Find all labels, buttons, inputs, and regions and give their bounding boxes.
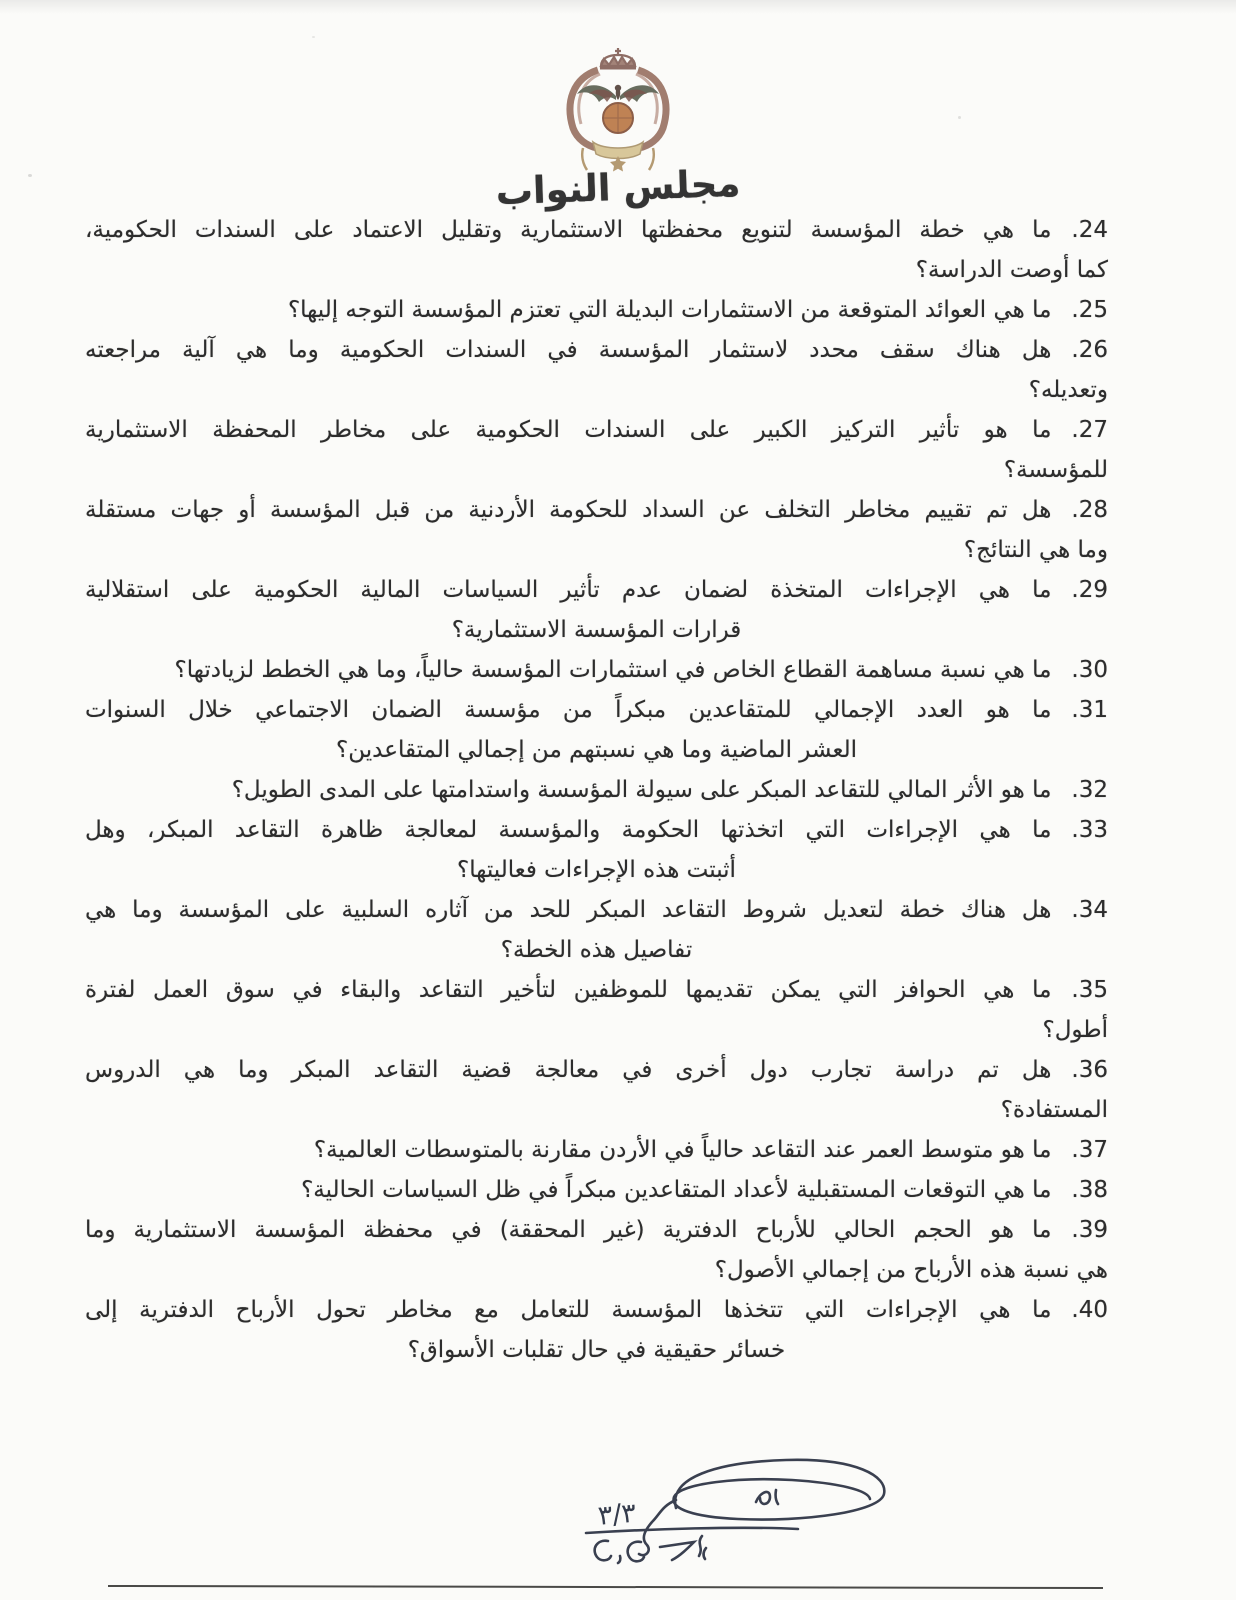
question-24-line-2 [85,250,1108,290]
question-34-line-1 [85,890,1108,930]
question-33-line-1 [85,810,1108,850]
question-text: ما هي الإجراءات المتخذة لضمان عدم تأثير السياسات المالية الحكومية على استقلالية [85,577,1052,603]
question-36-line-2 [85,1090,1108,1130]
question-35-line-2 [85,1010,1108,1050]
question-text: ما هي التوقعات المستقبلية لأعداد المتقاعدين مبكراً في ظل السياسات الحالية؟ [301,1177,1052,1203]
signature-block [520,1430,940,1580]
question-number: 37. [1071,1137,1108,1163]
question-text: وتعديله؟ [1028,377,1108,403]
question-number: 36. [1071,1057,1108,1083]
question-31-line-2 [85,730,1108,770]
question-number: 35. [1071,977,1108,1003]
question-29-line-2 [85,610,1108,650]
question-text: وما هي النتائج؟ [963,537,1108,563]
question-text: ما هي نسبة مساهمة القطاع الخاص في استثمارات المؤسسة حالياً، وما هي الخطط لزيادتها؟ [174,657,1052,683]
question-text: ما هي الإجراءات التي اتخذتها الحكومة والمؤسسة لمعالجة ظاهرة التقاعد المبكر، وهل [85,817,1052,843]
question-36-line-1 [85,1050,1108,1090]
question-34-line-2 [85,930,1108,970]
question-24-line-1 [85,210,1108,250]
jordan-coat-of-arms-icon [543,44,693,176]
scan-speck [958,116,961,119]
question-number: 34. [1071,897,1108,923]
question-text: أطول؟ [1042,1017,1108,1043]
question-39-line-1 [85,1210,1108,1250]
question-text: ما هو الأثر المالي للتقاعد المبكر على سيولة المؤسسة واستدامتها على المدى الطويل؟ [231,777,1052,803]
question-text: ما هو متوسط العمر عند التقاعد حالياً في الأردن مقارنة بالمتوسطات العالمية؟ [313,1137,1052,1163]
question-33-line-2 [85,850,1108,890]
scan-speck [28,174,32,177]
question-number: 26. [1071,337,1108,363]
question-number: 25. [1071,297,1108,323]
question-29-line-1 [85,570,1108,610]
question-30-line-1 [85,650,1108,690]
question-28-line-1 [85,490,1108,530]
question-text: ما هو الحجم الحالي للأرباح الدفترية (غير المحققة) في محفظة المؤسسة الاستثمارية وما [85,1217,1052,1243]
question-text: ما هي الحوافز التي يمكن تقديمها للموظفين لتأخير التقاعد والبقاء في سوق العمل لفترة [85,977,1052,1003]
question-text: قرارات المؤسسة الاستثمارية؟ [451,617,742,643]
question-text: تفاصيل هذه الخطة؟ [500,937,693,963]
question-text: هل تم دراسة تجارب دول أخرى في معالجة قضية التقاعد المبكر وما هي الدروس [85,1057,1052,1083]
question-text: العشر الماضية وما هي نسبتهم من إجمالي المتقاعدين؟ [336,737,857,763]
question-32-line-1 [85,770,1108,810]
questions-list [85,210,1108,1370]
question-number: 39. [1071,1217,1108,1243]
question-40-line-2 [85,1330,1108,1370]
question-number: 32. [1071,777,1108,803]
question-text: هي نسبة هذه الأرباح من إجمالي الأصول؟ [714,1257,1108,1283]
question-text: ما هو تأثير التركيز الكبير على السندات الحكومية على مخاطر المحفظة الاستثمارية [85,417,1052,443]
question-27-line-2 [85,450,1108,490]
question-text: كما أوصت الدراسة؟ [915,257,1108,283]
page-number: ٣/٣ [596,1497,638,1532]
footer-rule [108,1585,1103,1589]
question-26-line-2 [85,370,1108,410]
question-25-line-1 [85,290,1108,330]
question-number: 30. [1071,657,1108,683]
question-text: ما هي خطة المؤسسة لتنويع محفظتها الاستثمارية وتقليل الاعتماد على السندات الحكومية، [85,217,1052,243]
question-40-line-1 [85,1290,1108,1330]
question-text: هل تم تقييم مخاطر التخلف عن السداد للحكومة الأردنية من قبل المؤسسة أو جهات مستقلة [85,497,1052,523]
question-number: 28. [1071,497,1108,523]
question-number: 31. [1071,697,1108,723]
question-number: 24. [1071,217,1108,243]
question-text: ما هي الإجراءات التي تتخذها المؤسسة للتعامل مع مخاطر تحول الأرباح الدفترية إلى [85,1297,1052,1323]
question-38-line-1 [85,1170,1108,1210]
question-text: خسائر حقيقية في حال تقلبات الأسواق؟ [407,1337,786,1363]
question-number: 27. [1071,417,1108,443]
question-text: هل هناك سقف محدد لاستثمار المؤسسة في السندات الحكومية وما هي آلية مراجعته [85,337,1052,363]
question-text: أثبتت هذه الإجراءات فعاليتها؟ [457,857,736,883]
question-28-line-2 [85,530,1108,570]
question-text: ما هو العدد الإجمالي للمتقاعدين مبكراً من مؤسسة الضمان الاجتماعي خلال السنوات [85,697,1052,723]
question-35-line-1 [85,970,1108,1010]
question-37-line-1 [85,1130,1108,1170]
question-number: 38. [1071,1177,1108,1203]
question-39-line-2 [85,1250,1108,1290]
question-text: للمؤسسة؟ [1003,457,1108,483]
handwritten-note-icon [595,1536,706,1563]
scan-speck [312,36,315,38]
question-number: 29. [1071,577,1108,603]
question-text: هل هناك خطة لتعديل شروط التقاعد المبكر للحد من آثاره السلبية على المؤسسة وما هي [85,897,1052,923]
question-number: 40. [1071,1297,1108,1323]
question-31-line-1 [85,690,1108,730]
page-title: مجلس النواب [495,161,741,214]
question-text: المستفادة؟ [1000,1097,1108,1123]
question-text: ما هي العوائد المتوقعة من الاستثمارات البديلة التي تعتزم المؤسسة التوجه إليها؟ [287,297,1052,323]
question-number: 33. [1071,817,1108,843]
question-26-line-1 [85,330,1108,370]
question-27-line-1 [85,410,1108,450]
